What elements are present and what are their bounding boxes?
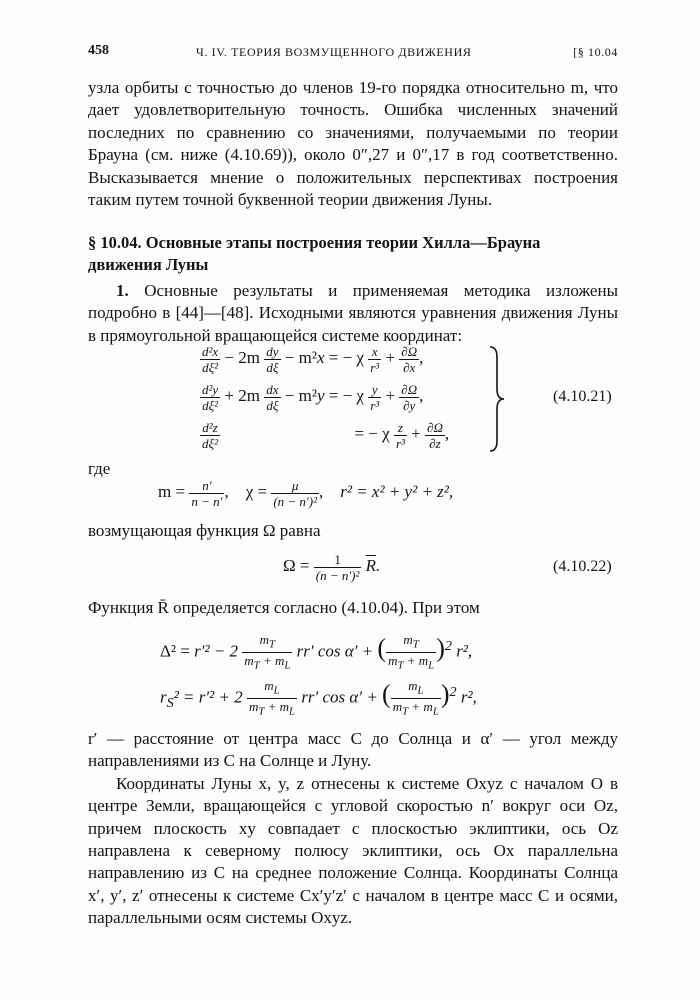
where-label: где xyxy=(88,459,111,478)
equation-rs: $r_S^2 = r'^2 + 2$ $\frac{m_L}{m_T + m_L}$ rr′ cos α′ + ( $\frac{m_L}{m_T + m_L}$ )$^2$ r², xyxy=(160,677,477,718)
paragraph-intro xyxy=(88,280,618,347)
equation-row-y: $\frac{\text{d²y}}{\text{dξ²}}$ + 2m $\frac{dx}{d\xi}$ − m²y = − χ $\frac{y}{\text{r³}}$ + $\frac{\partial\Omega}{\partial y}$ , xyxy=(202,381,424,413)
paragraph-continued: узла орбиты с точностью до членов 19-го порядка относительно m, что дает удовлетворительную точность. Ошибка численных значений последних по сравнению со значениями, получаемыми по теории Брауна (см. ниже (4.10.69)), около 0″,27 и 0″,17 в год соответственно. Высказывается мнение о положительных перспективах построения таким путем точной буквенной теории движения Луны. xyxy=(88,78,618,210)
section-marker: [§ 10.04 xyxy=(573,45,618,59)
equation-number-4-10-21: (4.10.21) xyxy=(553,388,612,405)
right-brace-icon xyxy=(487,345,507,453)
paragraph-r-prime: r′ — расстояние от центра масс C до Солнца и α′ — угол между направлениями из C на Солнце и Луну. xyxy=(88,729,618,771)
section-heading: § 10.04. Основные этапы построения теории Хилла—Брауна движения Луны xyxy=(88,233,541,274)
running-title: Ч. IV. ТЕОРИЯ ВОЗМУЩЕННОГО ДВИЖЕНИЯ xyxy=(196,45,472,59)
intro-text: Основные результаты и применяемая методика изложены подробно в [44]—[48]. Исходными являются уравнения движения Луны в прямоугольной вращающейся системе координат: xyxy=(88,281,618,345)
item-number: 1. xyxy=(116,281,129,300)
page-header xyxy=(88,40,618,60)
equation-number-4-10-22: (4.10.22) xyxy=(553,558,612,575)
page-number: 458 xyxy=(88,43,109,58)
paragraph-coordinates: Координаты Луны x, y, z отнесены к системе Oxyz с началом O в центре Земли, вращающейся с угловой скоростью n′ вокруг оси Oz, причем плоскость xy совпадает с плоскостью эклиптики, ось Oz направлена к северному полюсу эклиптики, ось Ox параллельна направлению из C на среднее положение Солнца. Координаты Солнца x′, y′, z′ отнесены к системе Cx′y′z′ с началом в центре масс C и осями, параллельными осям системы Oxyz. xyxy=(88,773,618,928)
perturbing-function-intro: возмущающая функция Ω равна xyxy=(88,521,321,540)
equation-row-x: $\frac{\text{d²x}}{\text{dξ²}}$ − 2m $\frac{dy}{d\xi}$ − m²x = − χ $\frac{x}{\text{r³}}$ + $\frac{\partial\Omega}{\partial x}$ , xyxy=(202,343,424,375)
equation-omega: Ω = $\frac{1}{\text{(n − n′)²}}$ $\overline{R}$. xyxy=(283,551,381,583)
definitions-equation: m = $\frac{n'}{n - n'}$ , χ = $\frac{\mu}{\text{(n − n′)²}}$ , r² = x² + y² + z², xyxy=(158,477,454,509)
function-r-text: Функция R̄ определяется согласно (4.10.04). При этом xyxy=(88,598,480,617)
text-bottom xyxy=(88,728,618,930)
equation-delta: Δ² = r′² − 2 $\frac{m_T}{m_T + m_L}$ rr′ cos α′ + ( $\frac{m_T}{m_T + m_L}$ )$^2$ r², xyxy=(160,631,473,672)
equation-row-z: $\frac{\text{d²z}}{\text{dξ²}}$ = − χ $\frac{z}{\text{r³}}$ + $\frac{\partial\Omega}{\partial z}$ , xyxy=(202,419,450,451)
